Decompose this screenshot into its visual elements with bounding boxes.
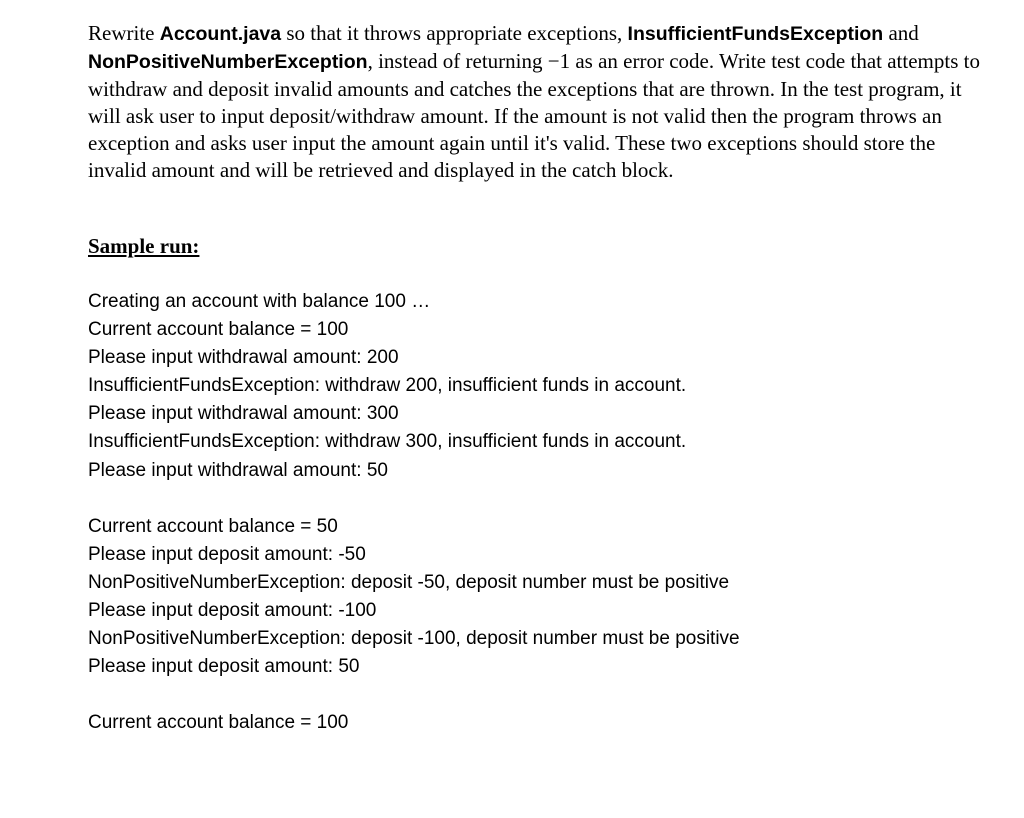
- output-line: Please input withdrawal amount: 300: [88, 403, 399, 425]
- blank-line: [88, 485, 988, 513]
- document-page: [88, 20, 988, 734]
- intro-text-3: and: [883, 21, 919, 45]
- output-line: Creating an account with balance 100 …: [88, 291, 431, 312]
- blank-line: [88, 681, 988, 709]
- output-line: NonPositiveNumberException: deposit -100, deposit number must be positive: [88, 628, 740, 650]
- output-line: InsufficientFundsException: withdraw 200, insufficient funds in account.: [88, 375, 687, 397]
- output-line: Please input deposit amount: 50: [88, 656, 360, 678]
- output-line: Current account balance = 100: [88, 712, 349, 734]
- output-line: Current account balance = 100: [88, 319, 349, 341]
- non-positive-number-exception-name: NonPositiveNumberException: [88, 51, 368, 73]
- output-line: Please input deposit amount: -100: [88, 600, 377, 622]
- intro-text-4: , instead of returning −1 as an error code. Write test code that attempts to withdraw and deposit invalid amounts and catches the exceptions that are thrown. In the test program, it will ask user to input deposit/withdraw amount. If the amount is not valid then the program throws an exception and asks user input the amount again until it's valid. These two exceptions should store the invalid amount and will be retrieved and displayed in the catch block.: [88, 49, 980, 182]
- output-line: Current account balance = 50: [88, 515, 338, 537]
- intro-text-2: so that it throws appropriate exceptions,: [281, 21, 628, 45]
- instructions-paragraph: [88, 20, 988, 184]
- output-line: Please input withdrawal amount: 200: [88, 347, 399, 369]
- sample-run-output: [88, 288, 988, 738]
- output-line: Please input withdrawal amount: 50: [88, 459, 388, 481]
- intro-text-1: Rewrite: [88, 21, 160, 45]
- insufficient-funds-exception-name: InsufficientFundsException: [627, 23, 884, 45]
- account-java-filename: Account.java: [159, 23, 282, 45]
- output-line: Please input deposit amount: -50: [88, 543, 366, 565]
- output-line: NonPositiveNumberException: deposit -50, deposit number must be positive: [88, 571, 730, 593]
- output-line: InsufficientFundsException: withdraw 300, insufficient funds in account.: [88, 431, 687, 453]
- sample-run-heading: Sample run:: [88, 234, 200, 258]
